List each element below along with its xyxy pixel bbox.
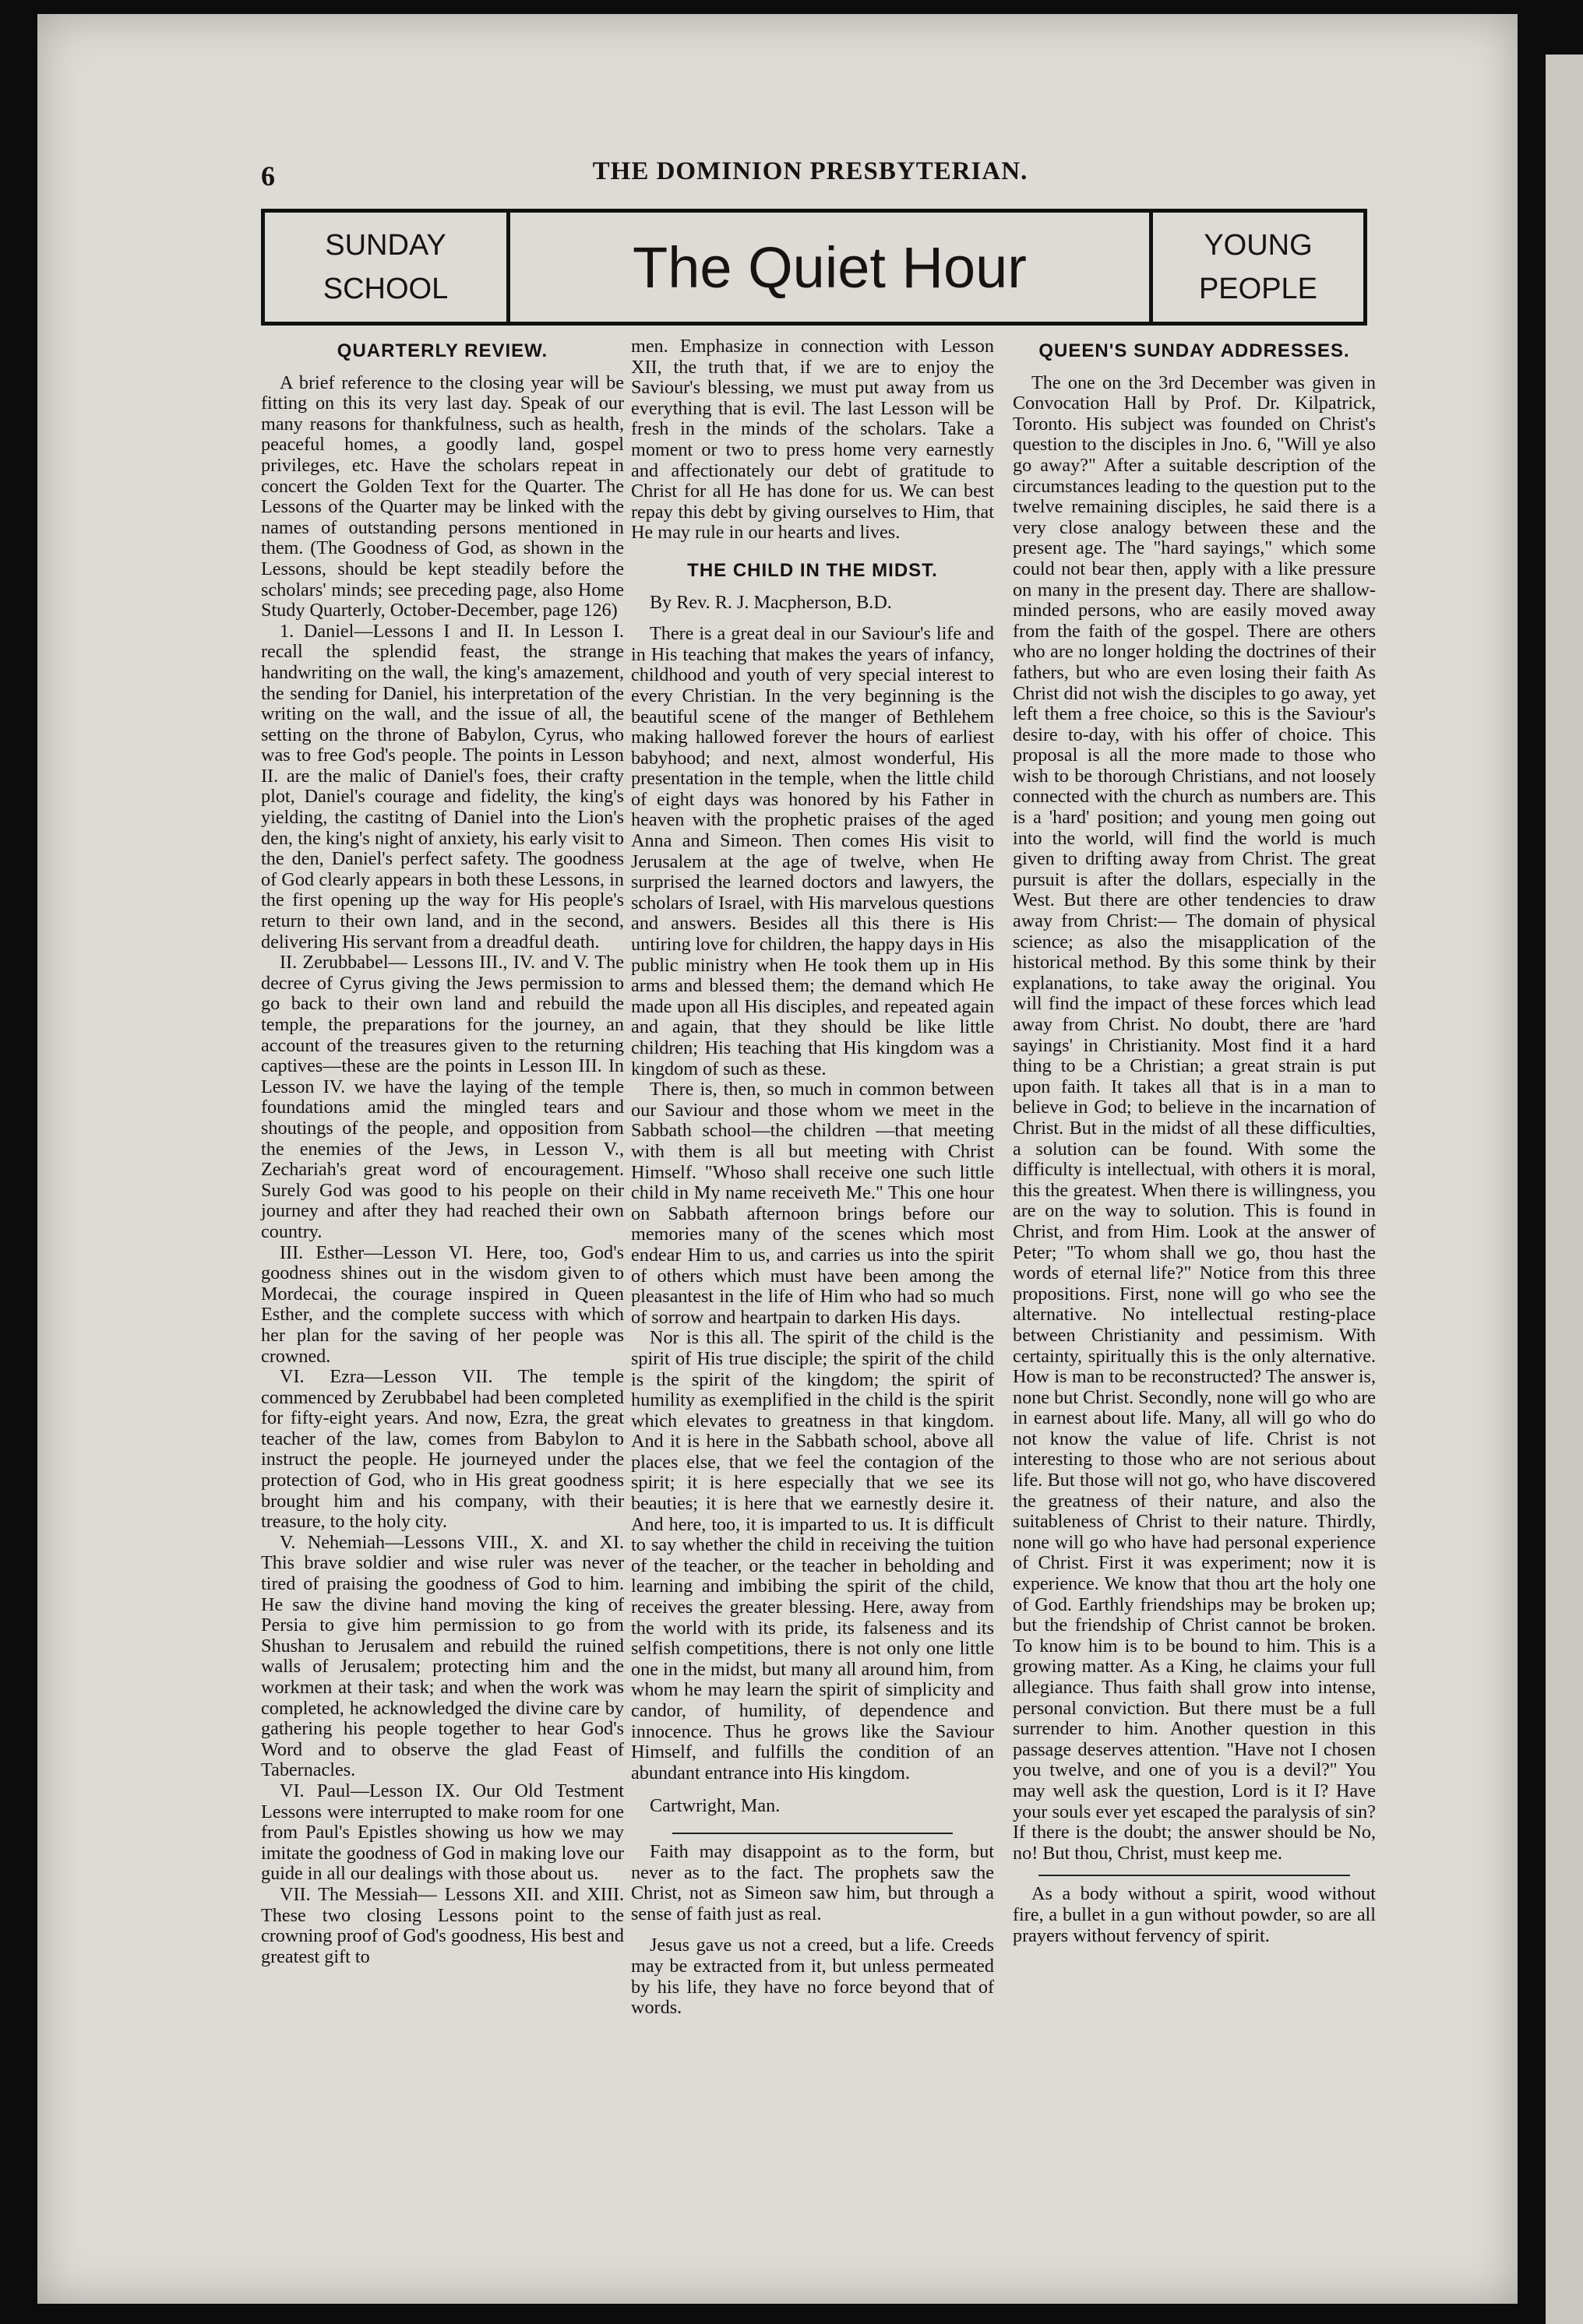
banner-left-line1: SUNDAY bbox=[325, 229, 446, 262]
banner-title: The Quiet Hour bbox=[633, 234, 1027, 300]
quarterly-review-heading: QUARTERLY REVIEW. bbox=[337, 340, 548, 361]
quarterly-paul: VI. Paul—Lesson IX. Our Old Testment Lessons were interrupted to make room for one from Paul's Epistles showing us how we may imitate the goodness of God in making love our guide in all our dealings with those about us. bbox=[261, 1780, 624, 1885]
body-quote: As a body without a spirit, wood without fire, a bullet in a gun without powder, so are all prayers without fervency of spirit. bbox=[1013, 1883, 1376, 1946]
adjacent-page-edge bbox=[1546, 55, 1583, 2324]
banner-right-line2: PEOPLE bbox=[1198, 273, 1318, 305]
quarterly-messiah: VII. The Messiah— Lessons XII. and XIII. These two closing Lessons point to the crowning proof of God's goodness, His best and greatest gift to bbox=[261, 1883, 624, 1967]
child-byline: By Rev. R. J. Macpherson, B.D. bbox=[650, 591, 892, 613]
quarterly-zerubbabel: II. Zerubbabel— Lessons III., IV. and V. The decree of Cyrus giving the Jews permission to go back to their own land and rebuild the temple, the preparations for the journey, an account of the treasures given to the returning captives—these are the points in Lesson III. In Lesson IV. we have the laying of the temple foundations amid the mingled tears and shoutings of the people, and opposition from the enemies of the Jews, in Lesson V., Zechariah's great word of encouragement. Surely God was good to his people on their journey and after they had reached their own country. bbox=[261, 952, 624, 1242]
child-paragraph-2: There is, then, so much in common between our Saviour and those whom we meet in the Sabbath school—the children —that meeting with them is all but meeting with Christ Himself. "Whoso shall receive one such little child in My name receiveth Me." This one hour on Sabbath afternoon brings before our memories many of the scenes which most endear Him to us, and carries us into the spirit of others which must have been among the pleasantest in the life of Him who had so much of sorrow and heartpain to darken His days. bbox=[631, 1079, 994, 1328]
column-3 bbox=[1013, 336, 1376, 1946]
banner-left-line2: SCHOOL bbox=[323, 273, 449, 305]
faith-quote: Faith may disappoint as to the form, but never as to the fact. The prophets saw the Christ, not as Simeon saw him, but through a sense of faith just as real. bbox=[631, 1840, 994, 1924]
quarterly-ezra: VI. Ezra—Lesson VII. The temple commenced by Zerubbabel had been completed for fifty-eight years. And now, Ezra, the great teacher of the law, comes from Babylon to instruct the people. He journeyed under the protection of God, who in His great goodness brought him and his company, with their treasure, to the holy city. bbox=[261, 1366, 624, 1533]
child-paragraph-3: Nor is this all. The spirit of the child is the spirit of His true disciple; the spirit of the child is the spirit of the kingdom; the spirit of humility as exemplified in the child is the spirit which elevates to greatness in that kingdom. And it is here in the Sabbath school, above all places else, that we feel the contagion of the spirit; it is here especially that we see its beauties; it is here that we earnestly desire it. And here, too, it is imparted to us. It is difficult to say whether the child in receiving the tuition of the teacher, or the teacher in beholding and learning and imbibing the spirit of the child, receives the greater blessing. Here, away from the world with its pride, its falseness and its selfish competitions, there is not only one little one in the midst, but many all around him, from whom he may learn the spirit of simplicity and candor, of humility, of dependence and innocence. Thus he grows like the Saviour Himself, and fulfills the condition of an abundant entrance into His kingdom. bbox=[631, 1327, 994, 1783]
banner-right-line1: YOUNG bbox=[1204, 229, 1313, 262]
quarterly-esther: III. Esther—Lesson VI. Here, too, God's goodness shines out in the wisdom given to Mordecai, the courage inspired in Queen Esther, and the complete success with which her plan for the saving of her people was crowned. bbox=[261, 1241, 624, 1367]
column-2 bbox=[631, 336, 994, 2019]
banner-right-box bbox=[1149, 213, 1363, 322]
divider-rule bbox=[672, 1833, 953, 1834]
queens-heading: QUEEN'S SUNDAY ADDRESSES. bbox=[1038, 340, 1350, 361]
queens-body: The one on the 3rd December was given in Convocation Hall by Prof. Dr. Kilpatrick, Toronto. His subject was founded on Christ's question to the disciples in Jno. 6, "Will ye also go away?" After a suitable description of the circumstances leading to the question put to the twelve remaining disciples, he said there is a very close analogy between these and the present age. The "hard sayings," which some could not bear then, apply with a like pressure on many in the present day. There are shallow-minded persons, who are easily moved away from the faith of the gospel. There are others who are no longer holding the doctrines of their fathers, but who are even losing their faith As Christ did not wish the disciples to go away, yet left them a free choice, so this is the Saviour's desire to-day, with his offer of choice. This proposal is all the more made to those who wish to be thorough Christians, and not loosely connected with the church as numbers are. This is a 'hard' position; and young men going out into the world, will find the world is much given to drifting away from Christ. The great pursuit is after the dollars, especially in the West. But there are other tendencies to draw away from Christ:— The domain of physical science; as also the misapplication of the historical method. By this some think by their explanations, to take away the original. You will find the impact of these forces which lead away from Christ. No doubt, there are 'hard sayings' in Christianity. Most find it a hard thing to be a Christian; a great strain is put upon faith. It takes all that is in a man to believe in God; to believe in the incarnation of Christ. But in the midst of all these difficulties, a solution can be found. With some the difficulty is intellectual, with others it is moral, this the greatest. When there is willingness, you are on the way to solution. This is found in Christ, and from Him. Look at the answer of Peter; "To whom shall we go, thou hast the words of eternal life?" Notice from this three propositions. First, none will go who see the alternative. No intellectual resting-place between Christianity and pessimism. With certainty, spiritually this is the only alternative. How is man to be reconstructed? The answer is, none but Christ. Secondly, none will go who are in earnest about life. Many, all will go who do not know the value of life. Christ is not interesting to those who are not serious about life. But those will not go, who have discovered the greatness of their nature, and also the suitableness of Christ to their nature. Thirdly, none will go who have had personal experience of Christ. First it was experiment; now it is experience. We know that thou art the holy one of God. Earthly friendships may be broken up; but the friendship of Christ cannot be broken. To know him is to be bound to him. This is a growing matter. As a King, he claims your full allegiance. Thus faith shall grow into intense, personal conviction. But there must be a full surrender to him. Another question in this passage deserves attention. "Have not I chosen you twelve, and one of you is a devil?" You may well ask the question, Lord is it I? Have your souls ever yet escaped the paralysis of sin? If there is the doubt; the answer should be No, no! But thou, Christ, must keep me. bbox=[1013, 371, 1376, 1864]
banner-left-box bbox=[265, 213, 510, 322]
quarterly-nehemiah: V. Nehemiah—Lessons VIII., X. and XI. This brave soldier and wise ruler was never tired of praising the goodness of God to him. He saw the divine hand moving the king of Persia to give him permission to go from Shushan to Jerusalem and rebuild the ruined walls of Jerusalem; protecting him and the workmen at their task; and when the work was completed, he acknowledged the divine care by gathering his people together to hear God's Word and to observe the glad Feast of Tabernacles. bbox=[261, 1531, 624, 1781]
quarterly-intro: A brief reference to the closing year will be fitting on this its very last day. Speak of our many reasons for thankfulness, such as health, peaceful homes, a goodly land, gospel privileges, etc. Have the scholars repeat in concert the Golden Text for the Quarter. The Lessons of the Quarter may be linked with the names of outstanding persons mentioned in them. (The Goodness of God, as shown in the Lessons, should be kept steadily before the scholars' minds; see preceding page, also Home Study Quarterly, October-December, page 126) bbox=[261, 371, 624, 621]
column-1 bbox=[261, 336, 624, 1967]
child-signature: Cartwright, Man. bbox=[650, 1795, 781, 1817]
running-head: THE DOMINION PRESBYTERIAN. bbox=[592, 157, 1028, 185]
page-number: 6 bbox=[261, 160, 275, 192]
creed-quote: Jesus gave us not a creed, but a life. Creeds may be extracted from it, but unless permeated by his life, they have no force beyond that of words. bbox=[631, 1935, 994, 2019]
child-paragraph-1: There is a great deal in our Saviour's life and in His teaching that makes the years of infancy, childhood and youth of very special interest to every Christian. In the very beginning is the beautiful scene of the manger of Bethlehem making hallowed forever the hours of earliest babyhood; and next, almost wonderful, His presentation in the temple, when the little child of eight days was honored by his Father in heaven with the prophetic praises of the aged Anna and Simeon. Then comes His visit to Jerusalem at the age of twelve, when He surprised the learned doctors and lawyers, the scholars of Israel, with His marvelous questions and answers. Besides all this there is His untiring love for children, the happy days in His public ministry when He took them up in His arms and blessed them; the demand which He made upon all His disciples, and repeated again and again, that they should be like little children; His teaching that His kingdom was a kingdom of such as these. bbox=[631, 623, 994, 1079]
child-heading: THE CHILD IN THE MIDST. bbox=[687, 559, 938, 581]
section-banner bbox=[261, 209, 1367, 326]
quarterly-messiah-continued: men. Emphasize in connection with Lesson XII, the truth that, if we are to enjoy the Saviour's blessing, we must put away from us everything that is evil. The last Lesson will be fresh in the minds of the scholars. Take a moment or two to press home very earnestly and affectionately our debt of gratitude to Christ for all He has done for us. We can best repay this debt by giving ourselves to Him, that He may rule in our hearts and lives. bbox=[631, 336, 994, 544]
divider-rule bbox=[1038, 1875, 1350, 1876]
quarterly-daniel: 1. Daniel—Lessons I and II. In Lesson I. recall the splendid feast, the strange handwriting on the wall, the king's amazement, the sending for Daniel, his interpretation of the writing on the wall, and the issue of all, the setting on the throne of Babylon, Cyrus, who was to free God's people. The points in Lesson II. are the malic of Daniel's foes, their crafty plot, Daniel's courage and fidelity, the king's yielding, the castitng of Daniel into the Lion's den, the king's night of anxiety, his early visit to the den, Daniel's perfect safety. The goodness of God clearly appears in both these Lessons, in the first opening up the way for His people's return to their own land, and in the second, delivering His servant from a dreadful death. bbox=[261, 620, 624, 952]
